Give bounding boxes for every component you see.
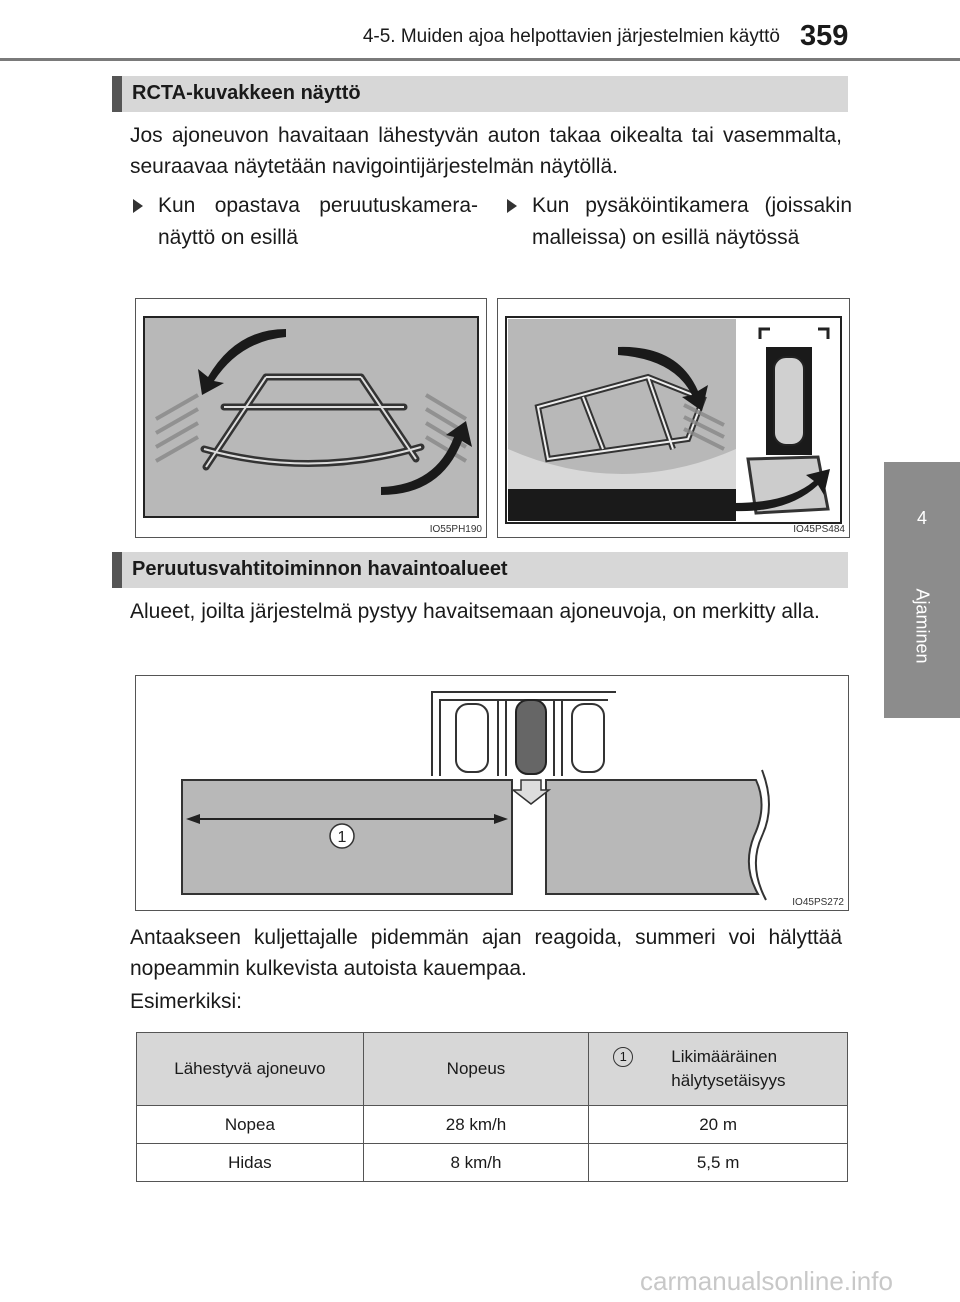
table-header-cell: Lähestyvä ajoneuvo: [137, 1033, 364, 1106]
guide-camera-illustration: [136, 299, 486, 537]
chapter-number: 4: [916, 508, 927, 528]
figure-parking-camera-screen: [497, 298, 850, 538]
section-heading-label: Peruutusvahtitoiminnon havaintoalueet: [132, 558, 508, 580]
table-header-cell: Nopeus: [363, 1033, 589, 1106]
parking-camera-illustration: [498, 299, 849, 537]
bullet-text: Kun pysäköintikamera (joissakin malleissa) on esillä näytössä: [532, 194, 852, 249]
detection-area-illustration: [136, 676, 848, 910]
bullet-arrow-icon: [133, 199, 143, 213]
marker-badge: 1: [613, 1047, 633, 1067]
table-cell: Hidas: [137, 1144, 364, 1182]
watermark: carmanualsonline.info: [640, 1266, 893, 1296]
figure-detection-areas: [135, 675, 849, 911]
header-rule: [0, 58, 960, 61]
detection-paragraph: Alueet, joilta järjestelmä pystyy havaitsemaan ajoneuvoja, on merkitty alla.: [130, 600, 820, 623]
table-row: [137, 1106, 848, 1144]
table-row: [137, 1144, 848, 1182]
intro-paragraph: Jos ajoneuvon havaitaan lähestyvän auton takaa oikealta tai vasemmalta, seuraavaa näytetään navigointijärjestelmän näytöllä.: [130, 124, 842, 178]
table-header-row: [137, 1033, 848, 1106]
heading-tab: [112, 76, 122, 112]
section-heading-label: RCTA-kuvakkeen näyttö: [132, 82, 361, 104]
bullet-guide-camera: [133, 190, 483, 260]
area-label: 1: [337, 829, 347, 846]
table-header-label: Likimääräinen hälytysetäisyys: [671, 1047, 786, 1090]
table-cell: 20 m: [589, 1106, 848, 1144]
table-cell: 8 km/h: [363, 1144, 589, 1182]
table-cell: 28 km/h: [363, 1106, 589, 1144]
table-cell: Nopea: [137, 1106, 364, 1144]
section-heading-rcta: [112, 76, 848, 112]
example-label: Esimerkiksi:: [130, 990, 243, 1013]
figure-code: IO45PS484: [793, 524, 845, 535]
bullet-arrow-icon: [507, 199, 517, 213]
alert-distance-table: [136, 1032, 848, 1182]
running-header: 4-5. Muiden ajoa helpottavien järjestelmien käyttö: [362, 26, 780, 47]
bullet-parking-camera: [507, 190, 857, 290]
table-cell: 5,5 m: [589, 1144, 848, 1182]
chapter-title: Ajaminen: [912, 588, 933, 664]
bullet-text: Kun opastava peruutuskamera-näyttö on esillä: [158, 194, 478, 249]
buzzer-paragraph: Antaakseen kuljettajalle pidemmän ajan reagoida, summeri voi hälyttää nopeammin kulkevista autoista kauempaa.: [130, 926, 842, 980]
figure-code: IO55PH190: [429, 524, 482, 535]
heading-tab: [112, 552, 122, 588]
table-header-cell: [589, 1033, 848, 1106]
page-number: 359: [800, 20, 849, 52]
figure-code: IO45PS272: [792, 897, 844, 908]
figure-guide-camera-screen: [135, 298, 487, 538]
section-heading-detection: [112, 552, 848, 588]
